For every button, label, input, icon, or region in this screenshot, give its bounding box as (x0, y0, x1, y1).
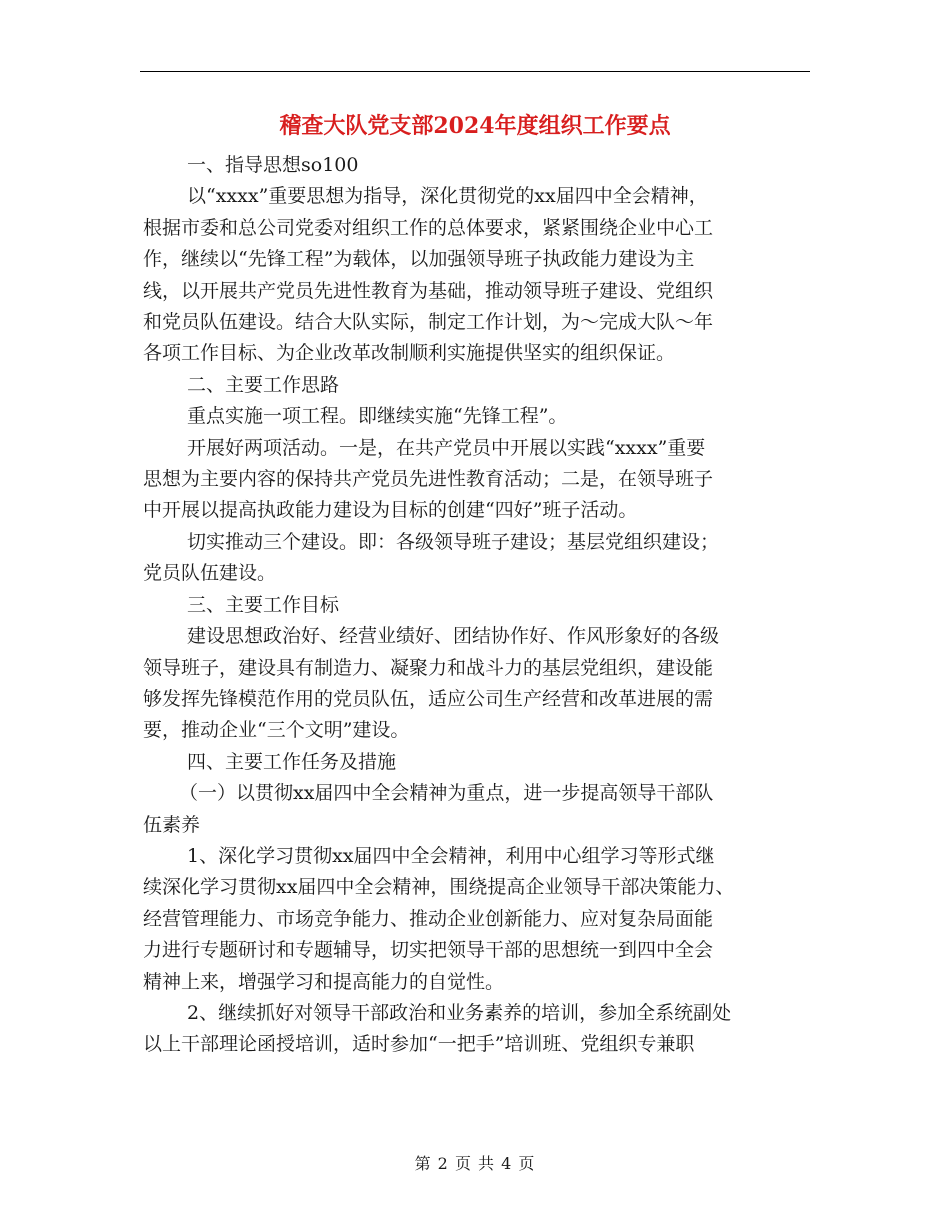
paragraph-line: 思想为主要内容的保持共产党员先进性教育活动；二是，在领导班子 (143, 468, 714, 491)
paragraph-line: 精神上来，增强学习和提高能力的自觉性。 (143, 970, 505, 993)
paragraph-line: 领导班子，建设具有制造力、凝聚力和战斗力的基层党组织，建设能 (143, 656, 714, 679)
header-rule (140, 71, 810, 72)
section-heading-4: 四、主要工作任务及措施 (187, 750, 397, 773)
document-title: 稽查大队党支部2024年度组织工作要点 (279, 113, 671, 139)
section-heading-1: 一、指导思想so100 (187, 154, 359, 176)
subsection-heading-cont: 伍素养 (143, 813, 201, 836)
paragraph-line: 经营管理能力、市场竞争能力、推动企业创新能力、应对复杂局面能 (143, 907, 714, 930)
paragraph-line: 根据市委和总公司党委对组织工作的总体要求，紧紧围绕企业中心工 (143, 216, 714, 239)
paragraph-line: 要，推动企业“三个文明”建设。 (143, 719, 410, 742)
paragraph-line: 切实推动三个建设。即：各级领导班子建设；基层党组织建设； (187, 530, 720, 553)
subsection-heading: （一）以贯彻xx届四中全会精神为重点，进一步提高领导干部队 (179, 782, 714, 805)
paragraph-line: 开展好两项活动。一是，在共产党员中开展以实践“xxxx”重要 (187, 436, 706, 459)
paragraph-line: 以上干部理论函授培训，适时参加“一把手”培训班、党组织专兼职 (143, 1033, 695, 1056)
paragraph-line: 1、深化学习贯彻xx届四中全会精神，利用中心组学习等形式继 (187, 844, 715, 867)
page-footer: 第 2 页 共 4 页 (414, 1154, 536, 1173)
paragraph-line: 力进行专题研讨和专题辅导，切实把领导干部的思想统一到四中全会 (143, 939, 714, 962)
paragraph-line: 作，继续以“先锋工程”为载体，以加强领导班子执政能力建设为主 (143, 248, 695, 271)
paragraph-line: 线，以开展共产党员先进性教育为基础，推动领导班子建设、党组织 (143, 279, 714, 302)
paragraph-line: 2、继续抓好对领导干部政治和业务素养的培训，参加全系统副处 (187, 1001, 732, 1024)
paragraph-line: 中开展以提高执政能力建设为目标的创建“四好”班子活动。 (143, 499, 638, 522)
paragraph-line: 和党员队伍建设。结合大队实际，制定工作计划，为～完成大队～年 (143, 311, 714, 334)
section-heading-3: 三、主要工作目标 (187, 593, 340, 616)
paragraph-line: 建设思想政治好、经营业绩好、团结协作好、作风形象好的各级 (187, 625, 720, 648)
paragraph-line: 党员队伍建设。 (143, 562, 277, 585)
document-body (143, 150, 815, 1061)
paragraph-line: 以“xxxx”重要思想为指导，深化贯彻党的xx届四中全会精神， (187, 185, 708, 208)
paragraph-line: 各项工作目标、为企业改革改制顺利实施提供坚实的组织保证。 (143, 342, 676, 365)
section-heading-2: 二、主要工作思路 (187, 373, 340, 396)
paragraph-line: 重点实施一项工程。即继续实施“先锋工程”。 (187, 405, 568, 428)
paragraph-line: 够发挥先锋模范作用的党员队伍，适应公司生产经营和改革进展的需 (143, 687, 714, 710)
paragraph-line: 续深化学习贯彻xx届四中全会精神，围绕提高企业领导干部决策能力、 (143, 876, 735, 899)
